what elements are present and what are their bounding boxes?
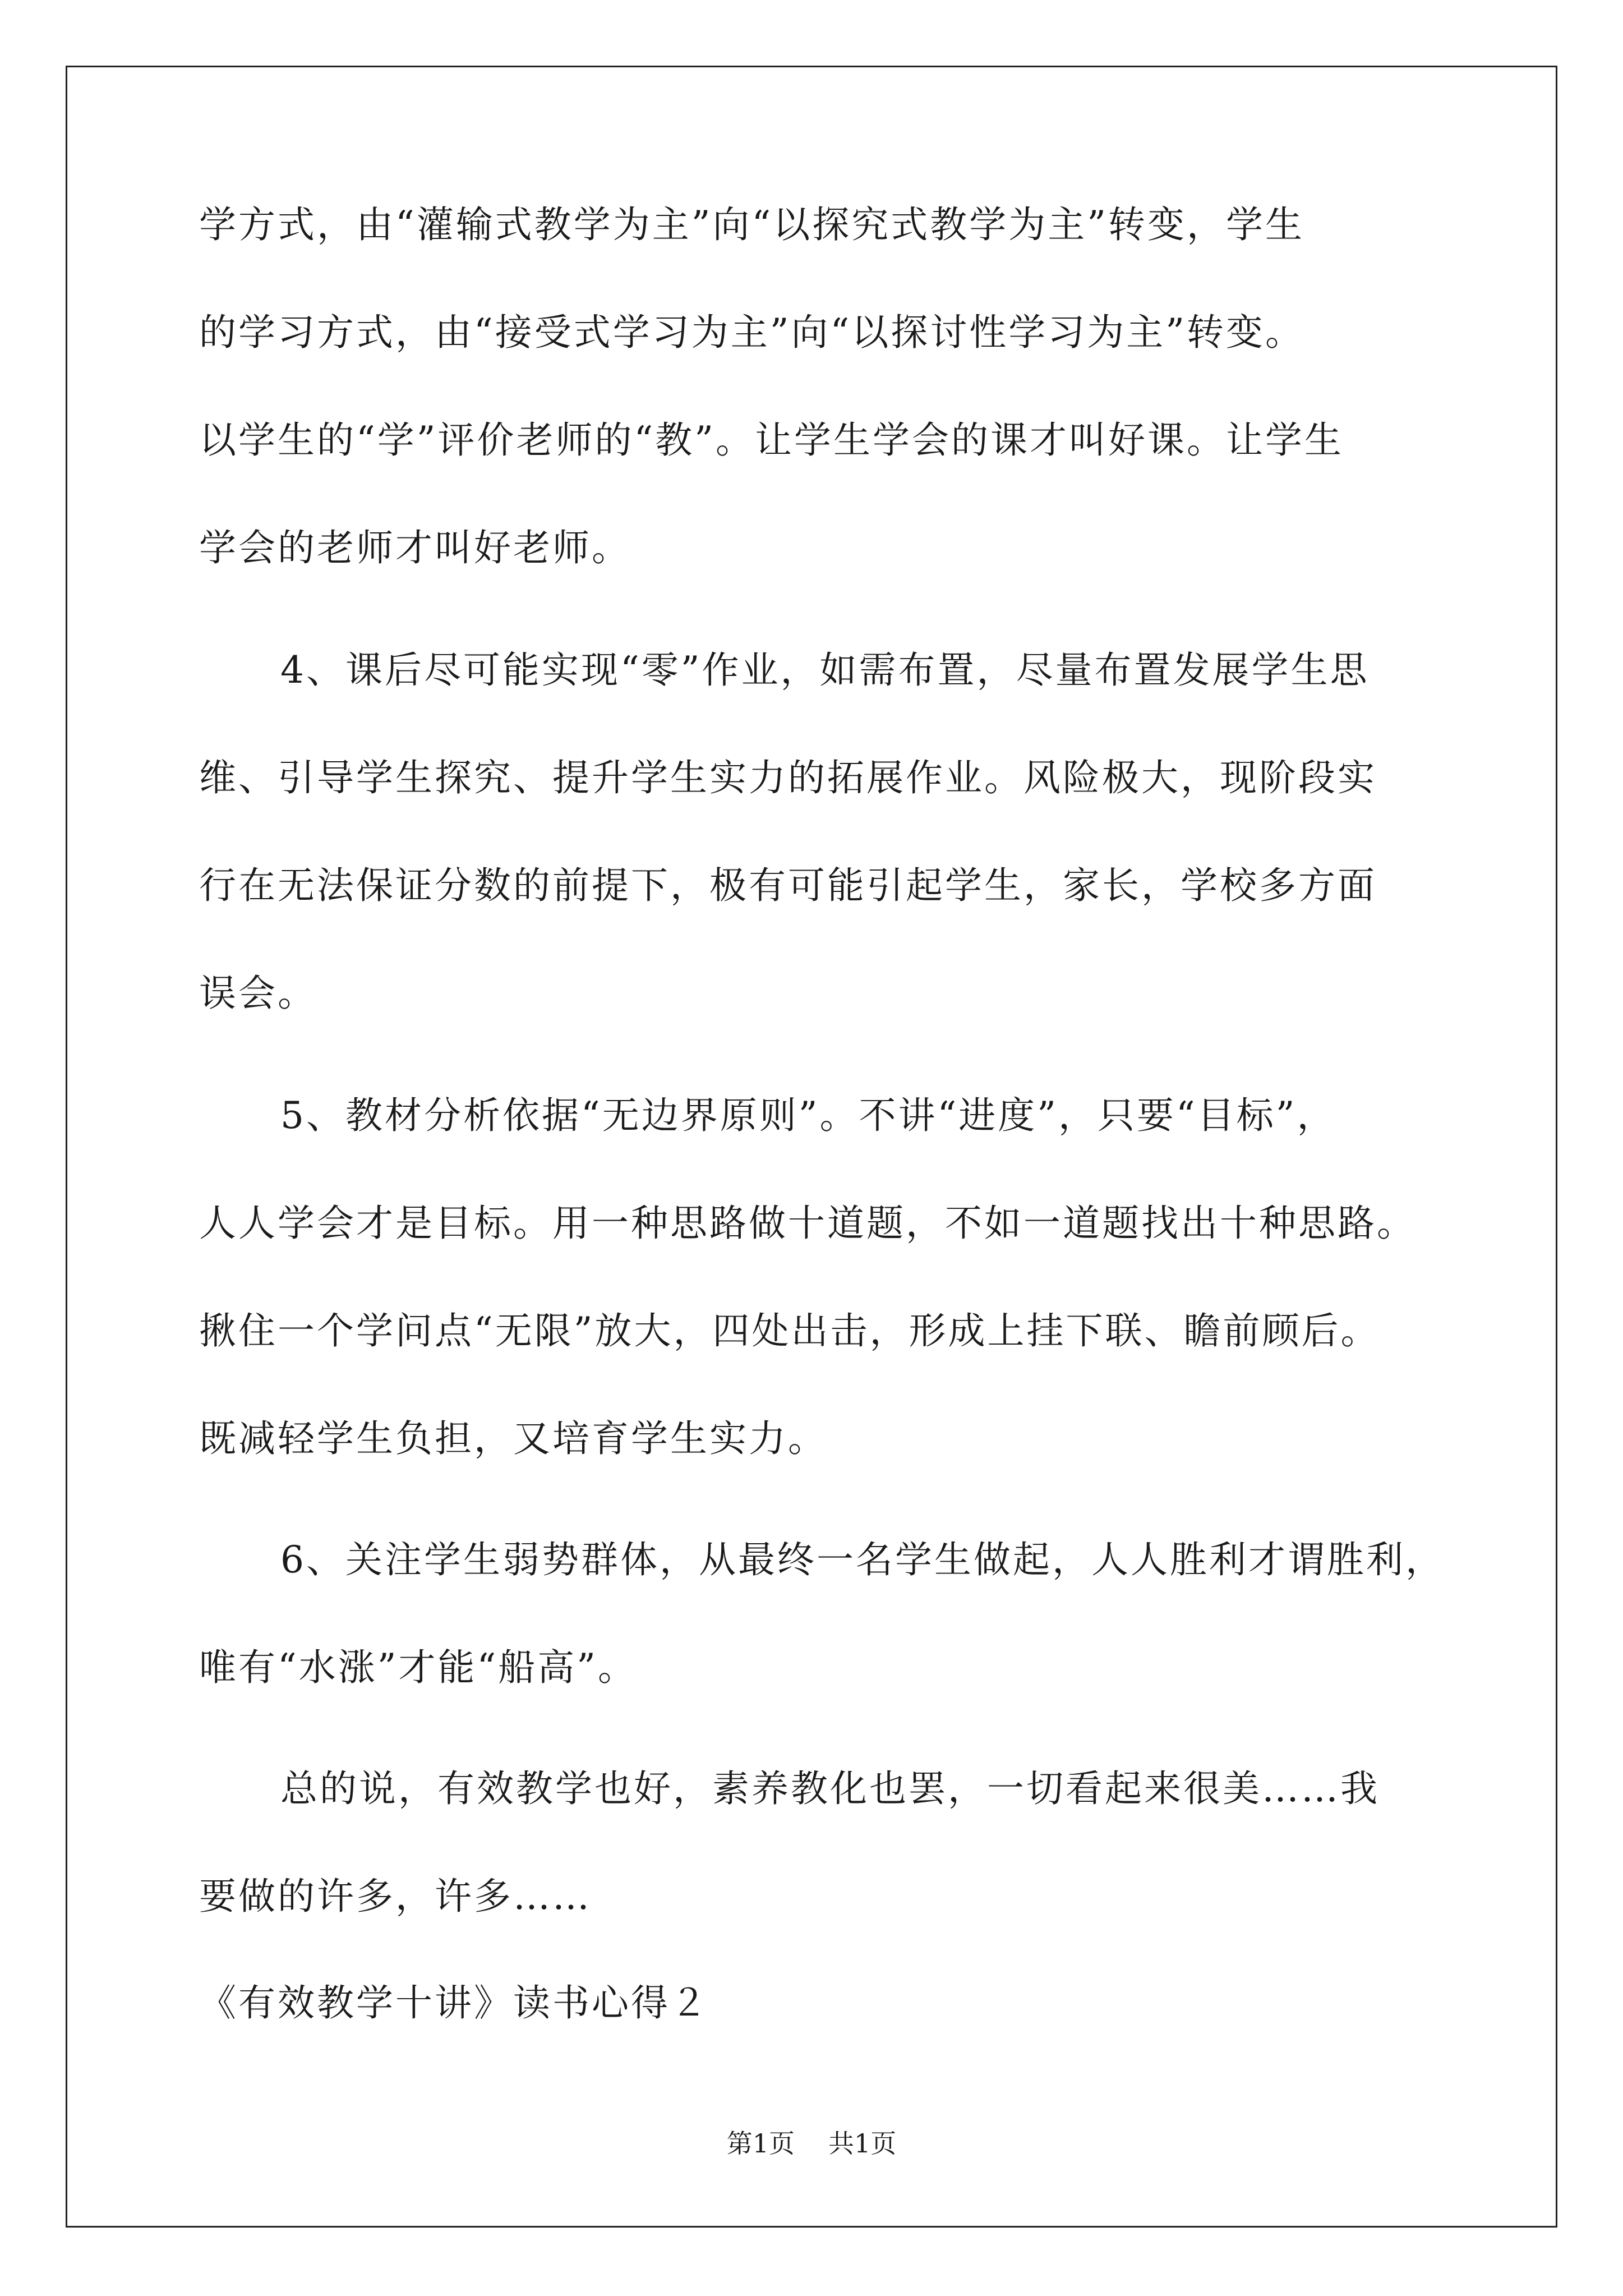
page-number-total: 共1页	[828, 2128, 897, 2159]
text-line: 以学生的“学”评价老师的“教”。让学生学会的课才叫好课。让学生	[199, 418, 1344, 462]
text-line: 维、引导学生探究、提升学生实力的拓展作业。风险极大，现阶段实	[199, 756, 1377, 799]
text-line: 6、关注学生弱势群体，从最终一名学生做起，人人胜利才谓胜利，	[280, 1538, 1445, 1581]
text-line: 4、课后尽可能实现“零”作业，如需布置，尽量布置发展学生思	[280, 648, 1370, 692]
text-line: 唯有“水涨”才能“船高”。	[199, 1646, 637, 1689]
text-line: 既减轻学生负担，又培育学生实力。	[199, 1417, 827, 1460]
text-line: 要做的许多，许多……	[199, 1875, 592, 1918]
text-line: 行在无法保证分数的前提下，极有可能引起学生，家长，学校多方面	[199, 864, 1377, 907]
text-line: 的学习方式，由“接受式学习为主”向“以探讨性学习为主”转变。	[199, 311, 1304, 354]
page-number-current: 第1页	[726, 2128, 795, 2159]
text-line: 学会的老师才叫好老师。	[199, 526, 631, 569]
text-line: 学方式，由“灌输式教学为主”向“以探究式教学为主”转变，学生	[199, 203, 1304, 246]
text-line: 人人学会才是目标。用一种思路做十道题，不如一道题找出十种思路。	[199, 1202, 1416, 1245]
text-line: 总的说，有效教学也好，素养教化也罢，一切看起来很美……我	[280, 1767, 1380, 1810]
text-line: 5、教材分析依据“无边界原则”。不讲“进度”，只要“目标”，	[280, 1094, 1336, 1137]
page-footer	[0, 2123, 1623, 2160]
section-heading: 《有效教学十讲》读书心得２	[199, 1981, 709, 2024]
text-line: 误会。	[199, 972, 317, 1015]
text-line: 揪住一个学问点“无限”放大，四处出击，形成上挂下联、瞻前顾后。	[199, 1309, 1380, 1352]
